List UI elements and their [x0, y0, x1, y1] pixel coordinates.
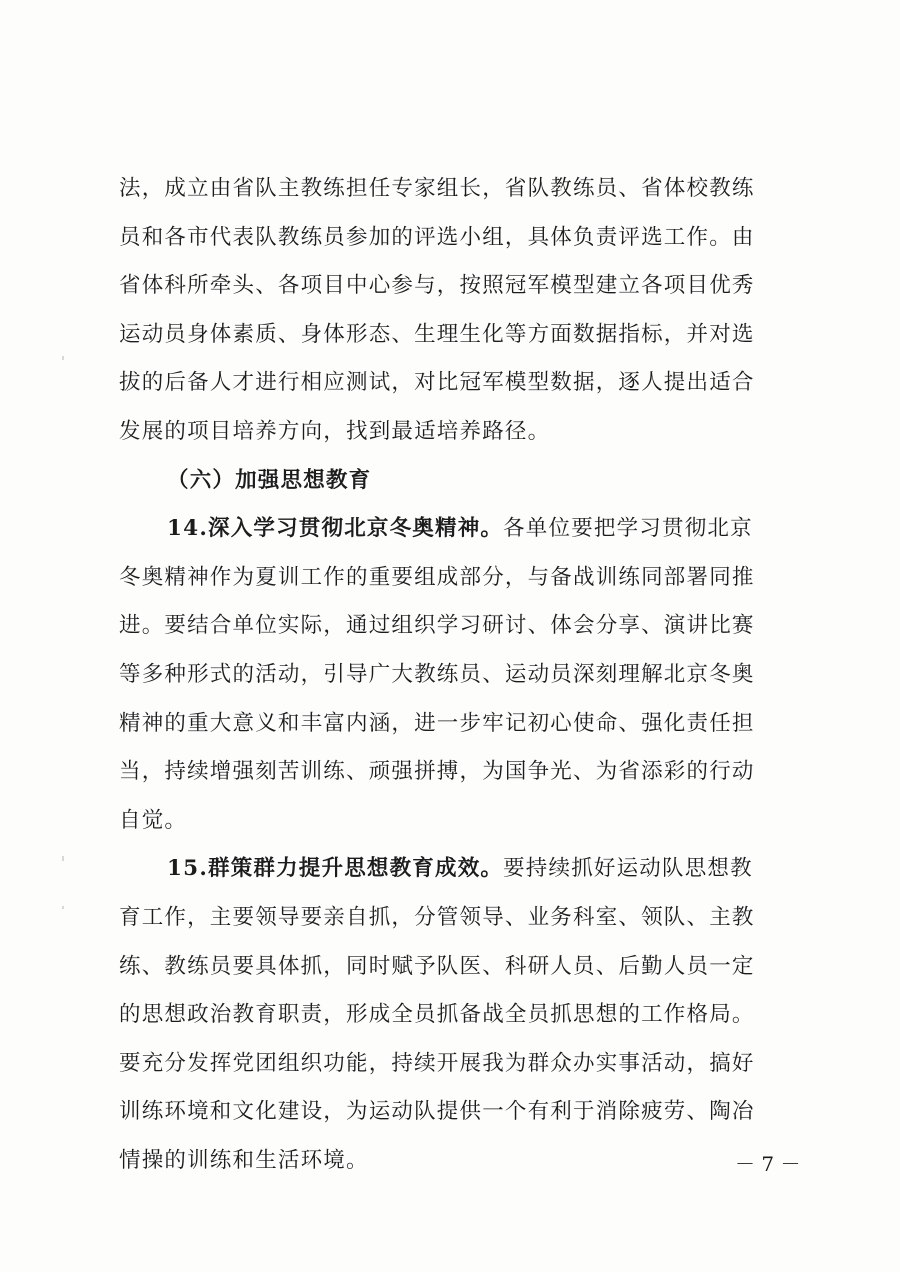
paragraph-line: 训练环境和文化建设，为运动队提供一个有利于消除疲劳、陶冶	[119, 1099, 755, 1125]
paragraph-line: 当，持续增强刻苦训练、顽强拼搏，为国争光、为省添彩的行动	[119, 759, 755, 785]
paragraph-line: 发展的项目培养方向，找到最适培养路径。	[119, 418, 551, 444]
paragraph-line: 的思想政治教育职责，形成全员抓备战全员抓思想的工作格局。	[119, 1002, 755, 1028]
paragraph-line: 省体科所牵头、各项目中心参与，按照冠军模型建立各项目优秀	[119, 273, 755, 299]
scan-mark	[62, 906, 64, 909]
paragraph-line: 等多种形式的活动，引导广大教练员、运动员深刻理解北京冬奥	[119, 661, 755, 687]
document-body	[119, 165, 795, 1185]
item-15-title: 15.群策群力提升思想教育成效。	[167, 856, 504, 882]
scan-mark	[62, 856, 64, 861]
item-14-first-line	[119, 505, 795, 554]
paragraph-line: 员和各市代表队教练员参加的评选小组，具体负责评选工作。由	[119, 224, 755, 250]
paragraph-line: 练、教练员要具体抓，同时赋予队医、科研人员、后勤人员一定	[119, 953, 755, 979]
section-heading: （六）加强思想教育	[167, 467, 372, 493]
paragraph-line: 运动员身体素质、身体形态、生理生化等方面数据指标，并对选	[119, 321, 755, 347]
page-number: － 7 －	[735, 1152, 801, 1176]
paragraph-line: 要充分发挥党团组织功能，持续开展我为群众办实事活动，搞好	[119, 1050, 755, 1076]
item-15-first-line-rest: 要持续抓好运动队思想教	[503, 856, 753, 882]
scan-mark	[62, 356, 64, 360]
item-14-first-line-rest: 各单位要把学习贯彻北京	[503, 516, 753, 542]
item-14-title: 14.深入学习贯彻北京冬奥精神。	[167, 516, 504, 542]
paragraph-line: 自觉。	[119, 807, 188, 833]
paragraph-line: 情操的训练和生活环境。	[119, 1147, 369, 1173]
paragraph-line: 精神的重大意义和丰富内涵，进一步牢记初心使命、强化责任担	[119, 710, 755, 736]
paragraph-line: 进。要结合单位实际，通过组织学习研讨、体会分享、演讲比赛	[119, 613, 755, 639]
paragraph-line: 冬奥精神作为夏训工作的重要组成部分，与备战训练同部署同推	[119, 564, 755, 590]
paragraph-line: 法，成立由省队主教练担任专家组长，省队教练员、省体校教练	[119, 176, 755, 201]
item-15-first-line	[119, 845, 795, 894]
paragraph-line: 拔的后备人才进行相应测试，对比冠军模型数据，逐人提出适合	[119, 370, 755, 396]
paragraph-line: 育工作，主要领导要亲自抓，分管领导、业务科室、领队、主教	[119, 904, 755, 930]
